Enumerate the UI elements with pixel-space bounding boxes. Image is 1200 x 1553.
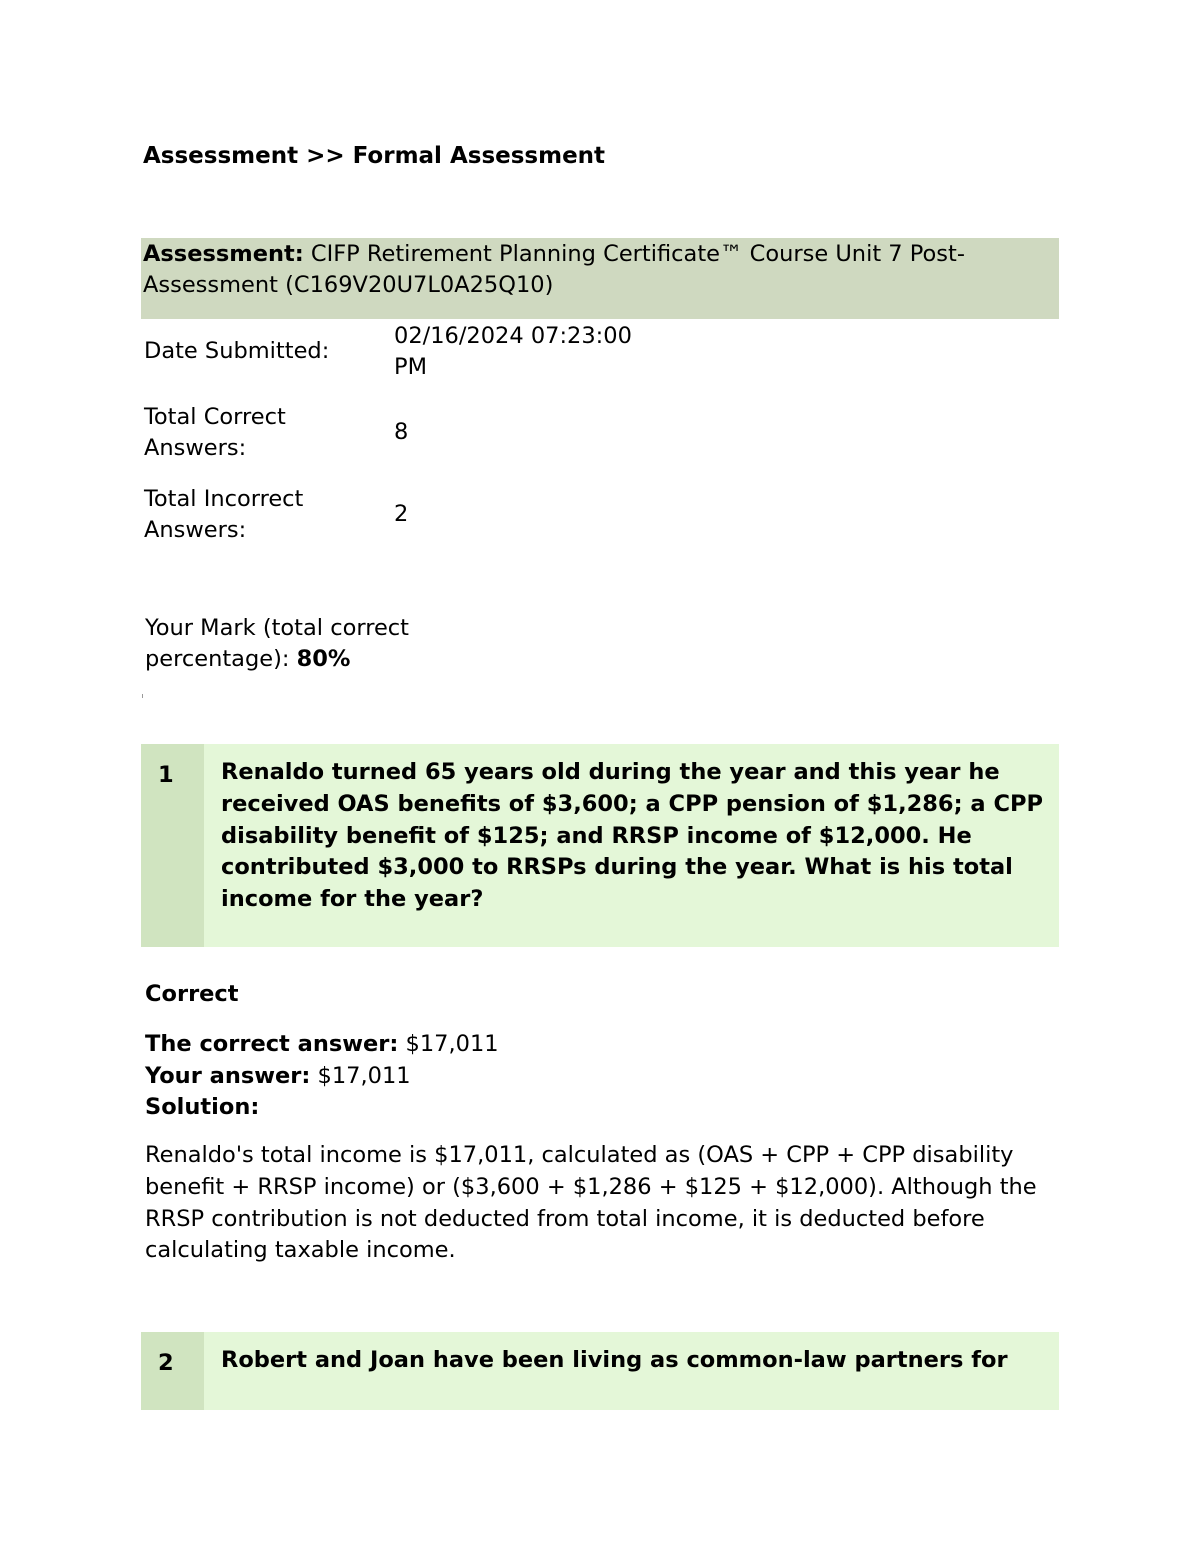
date-submitted-value: 02/16/2024 07:23:00 PM [394, 323, 632, 380]
correct-answer-line [145, 1029, 499, 1061]
your-mark-label: Your Mark (total correct percentage): [145, 615, 409, 672]
question-number: 1 [158, 762, 174, 788]
question-number: 2 [158, 1350, 174, 1376]
assessment-title-bar [141, 238, 1059, 319]
correct-answer-label: The correct answer: [145, 1031, 399, 1057]
assessment-title: CIFP Retirement Planning Certificate™ Course Unit 7 Post-Assessment (C169V20U7L0A25Q10) [143, 241, 965, 298]
date-submitted-label: Date Submitted: [144, 338, 330, 364]
your-mark [145, 613, 465, 675]
your-answer-label: Your answer: [145, 1062, 311, 1089]
answer-details [145, 1029, 499, 1124]
your-mark-value: 80% [296, 646, 351, 672]
total-incorrect-value: 2 [394, 501, 409, 527]
assessment-label: Assessment: [143, 241, 304, 267]
divider-mark [142, 694, 143, 698]
total-correct-label: Total Correct Answers: [144, 404, 286, 461]
your-answer-line [145, 1061, 499, 1093]
question-result-status: Correct [145, 981, 239, 1007]
correct-answer-value: $17,011 [405, 1031, 499, 1057]
question-text: Renaldo turned 65 years old during the year and this year he received OAS benefits of $3,600; a CPP pension of $1,286; a CPP disability benefit of $125; and RRSP income of $12,000. He contributed $3,000 to RRSPs during the year. What is his total income for the year? [221, 759, 1043, 913]
question-block-2 [141, 1332, 1059, 1410]
question-text: Robert and Joan have been living as common-law partners for [221, 1347, 1008, 1373]
solution-heading-line [145, 1092, 499, 1124]
solution-text: Renaldo's total income is $17,011, calculated as (OAS + CPP + CPP disability benefit + RRSP income) or ($3,600 + $1,286 + $125 + $12,000). Although the RRSP contribution is not deducted from total income, it is deducted before calculating taxable income. [145, 1142, 1037, 1264]
total-incorrect-label: Total Incorrect Answers: [144, 486, 304, 543]
solution-label: Solution: [145, 1094, 260, 1120]
total-correct-value: 8 [394, 419, 409, 445]
question-block-1 [141, 744, 1059, 947]
breadcrumb: Assessment >> Formal Assessment [143, 143, 606, 169]
your-answer-value: $17,011 [317, 1062, 411, 1089]
